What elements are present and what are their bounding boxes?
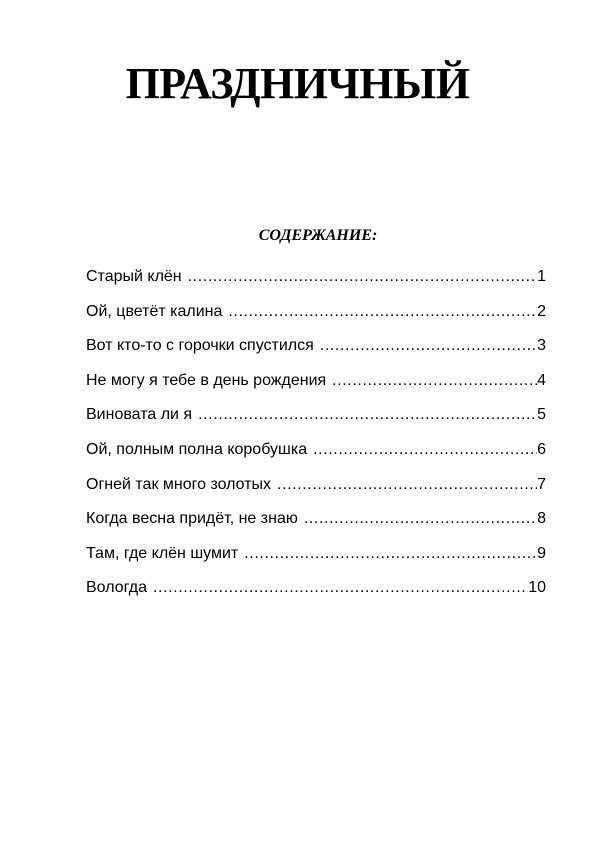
dot-leader — [320, 333, 537, 359]
toc-entry-title: Вот кто-то с горочки спустился — [86, 337, 314, 355]
dot-leader — [277, 472, 537, 498]
toc-entry — [86, 541, 546, 576]
toc-entry-page: 1 — [537, 268, 546, 285]
toc-entry — [86, 264, 546, 299]
toc-heading: СОДЕРЖАНИЕ: — [258, 227, 378, 244]
toc-entry-page: 2 — [537, 302, 546, 320]
dot-leader — [332, 368, 537, 394]
toc-entry — [86, 333, 546, 368]
dot-leader — [228, 299, 537, 325]
dot-leader — [304, 506, 537, 532]
page-title: ПРАЗДНИЧНЫЙ — [125, 59, 470, 108]
toc-entry-title: Там, где клён шумит — [86, 544, 239, 562]
toc-entry — [86, 402, 546, 437]
toc-entry — [86, 299, 546, 334]
dot-leader — [153, 575, 528, 601]
toc-entry-title: Вологда — [86, 579, 147, 597]
toc-entry-page: 7 — [537, 475, 546, 493]
toc-entry-title: Ой, цветёт калина — [86, 302, 223, 320]
toc-entry — [86, 437, 546, 472]
dot-leader — [313, 437, 537, 463]
dot-leader — [188, 264, 537, 290]
toc-entry-page: 8 — [537, 510, 546, 528]
table-of-contents — [86, 264, 546, 610]
toc-entry-page: 3 — [537, 337, 546, 355]
toc-entry-page: 6 — [537, 440, 546, 458]
toc-entry-title: Виновата ли я — [86, 406, 193, 424]
toc-entry-page: 4 — [537, 371, 546, 389]
toc-entry — [86, 368, 546, 403]
toc-entry-page: 9 — [537, 544, 546, 562]
toc-entry-title: Огней так много золотых — [86, 475, 272, 493]
toc-entry-title: Ой, полным полна коробушка — [86, 440, 308, 458]
toc-entry-title: Не могу я тебе в день рождения — [86, 371, 327, 389]
toc-entry-page: 10 — [528, 579, 546, 597]
dot-leader — [244, 541, 537, 567]
toc-entry-page: 5 — [537, 406, 546, 424]
toc-entry — [86, 472, 546, 507]
toc-entry-title: Когда весна придёт, не знаю — [86, 510, 298, 528]
toc-entry-title: Старый клён — [86, 268, 182, 285]
dot-leader — [198, 402, 537, 428]
toc-entry — [86, 575, 546, 610]
toc-entry — [86, 506, 546, 541]
